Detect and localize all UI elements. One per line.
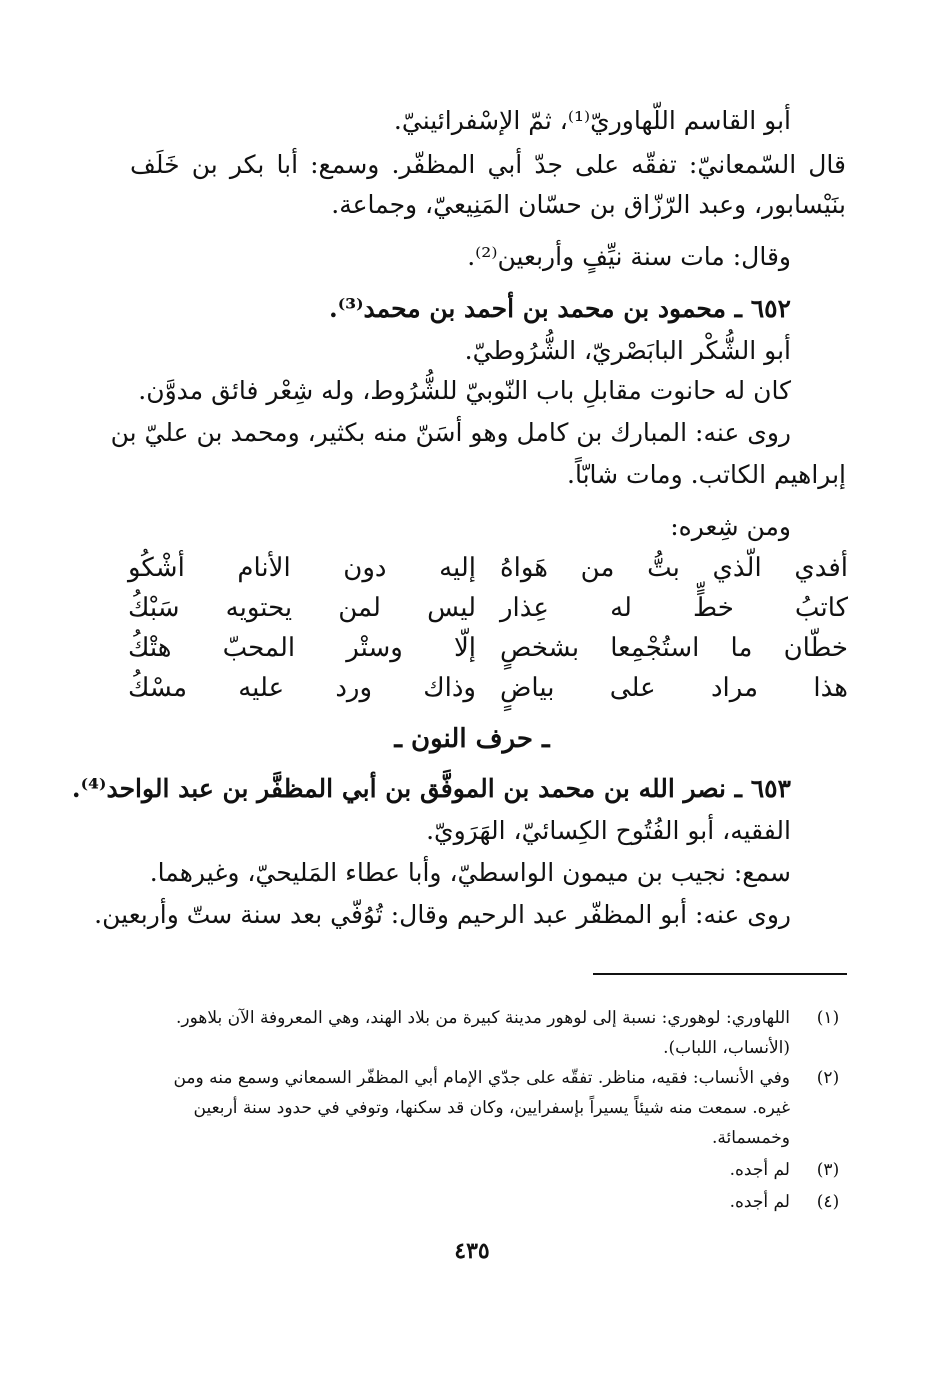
text-line: وقال: مات سنة نيِّفٍ وأربعين⁽²⁾. [467,242,791,271]
footnote-text: (الأنساب، اللباب). [663,1038,790,1058]
poem-verse [128,668,848,708]
poem-first-hemistich: خطّان ما استُجْمِعا بشخصٍ [500,633,848,663]
poem-intro: ومن شِعره: [670,512,791,541]
entry-652-title: ٦٥٢ ـ محمود بن محمد بن أحمد بن محمد⁽³⁾. [329,294,791,323]
poem-second-hemistich: ليس لمن يحتويه سَبْكُ [128,593,476,623]
footnote-text: غيره. سمعت منه شيئاً يسيراً بإسفرايين، وكان قد سكنها، وتوفي في حدود سنة أربعين [193,1098,790,1118]
page-number: ٤٣٥ [454,1238,490,1264]
text-line: إبراهيم الكاتب. ومات شابّاً. [567,460,846,489]
footnote-separator [593,973,847,975]
footnote-text: وفي الأنساب: فقيه، مناظر. تفقّه على جدّي الإمام أبي المظفّر السمعاني وسمع منه ومن [173,1068,790,1088]
footnote-number: (٣) [816,1160,840,1180]
text-line: بنَيْسابور، وعبد الرّزّاق بن حسّان المَنِيعيّ، وجماعة. [331,190,846,219]
entry-653-title: ٦٥٣ ـ نصر الله بن محمد بن الموفَّق بن أبي المظفَّر بن عبد الواحد⁽⁴⁾. [71,774,791,803]
poem-first-hemistich: أفدي الّذي بتُّ من هَواهُ [500,553,848,583]
poem-first-hemistich: كاتبُ خطٍّ له عِذار [500,593,848,623]
text-line: أبو القاسم اللّهاوريّ⁽¹⁾، ثمّ الإسْفرائينيّ. [393,106,791,135]
footnote-number: (٤) [816,1192,840,1212]
text-line: الفقيه، أبو الفُتُوح الكِسائيّ، الهَرَويّ. [426,816,791,845]
poem-second-hemistich: إلّا وستْر المحبّ هتْكُ [128,633,476,663]
text-line: كان له حانوت مقابلِ باب النّوبيّ للشُّرُوط، وله شِعْر فائق مدوَّن. [138,376,791,405]
poem-first-hemistich: هذا مراد على بياضٍ [500,673,848,703]
text-line: أبو الشُّكْر البابَصْريّ، الشُّرُوطيّ. [464,336,791,365]
text-line: روى عنه: أبو المظفّر عبد الرحيم وقال: تُوُفّي بعد سنة ستّ وأربعين. [94,900,791,929]
text-line: سمع: نجيب بن ميمون الواسطيّ، وأبا عطاء المَليحيّ، وغيرهما. [149,858,791,887]
poem-verse [128,628,848,668]
poem-verse [128,588,848,628]
footnote-text: وخمسمائة. [712,1128,790,1148]
footnote-text: لم أجده. [729,1160,790,1180]
footnote-number: (٢) [816,1068,840,1088]
footnote-text: اللهاوري: لوهوري: نسبة إلى لوهور مدينة كبيرة من بلاد الهند، وهي المعروفة الآن بلاهور. [176,1008,790,1028]
text-line: روى عنه: المبارك بن كامل وهو أسَنّ منه بكثير، ومحمد بن عليّ بن [110,418,791,447]
text-line: قال السّمعانيّ: تفقّه على جدّ أبي المظفّر. وسمع: أبا بكر بن خَلَف [130,150,846,179]
section-heading: ـ حرف النون ـ [394,724,550,754]
poem-verse [128,548,848,588]
poem-second-hemistich: إليه دون الأنام أشْكُو [128,553,476,583]
footnote-text: لم أجده. [729,1192,790,1212]
poem-second-hemistich: وذاك ورد عليه مسْكُ [128,673,476,703]
footnote-number: (١) [816,1008,840,1028]
